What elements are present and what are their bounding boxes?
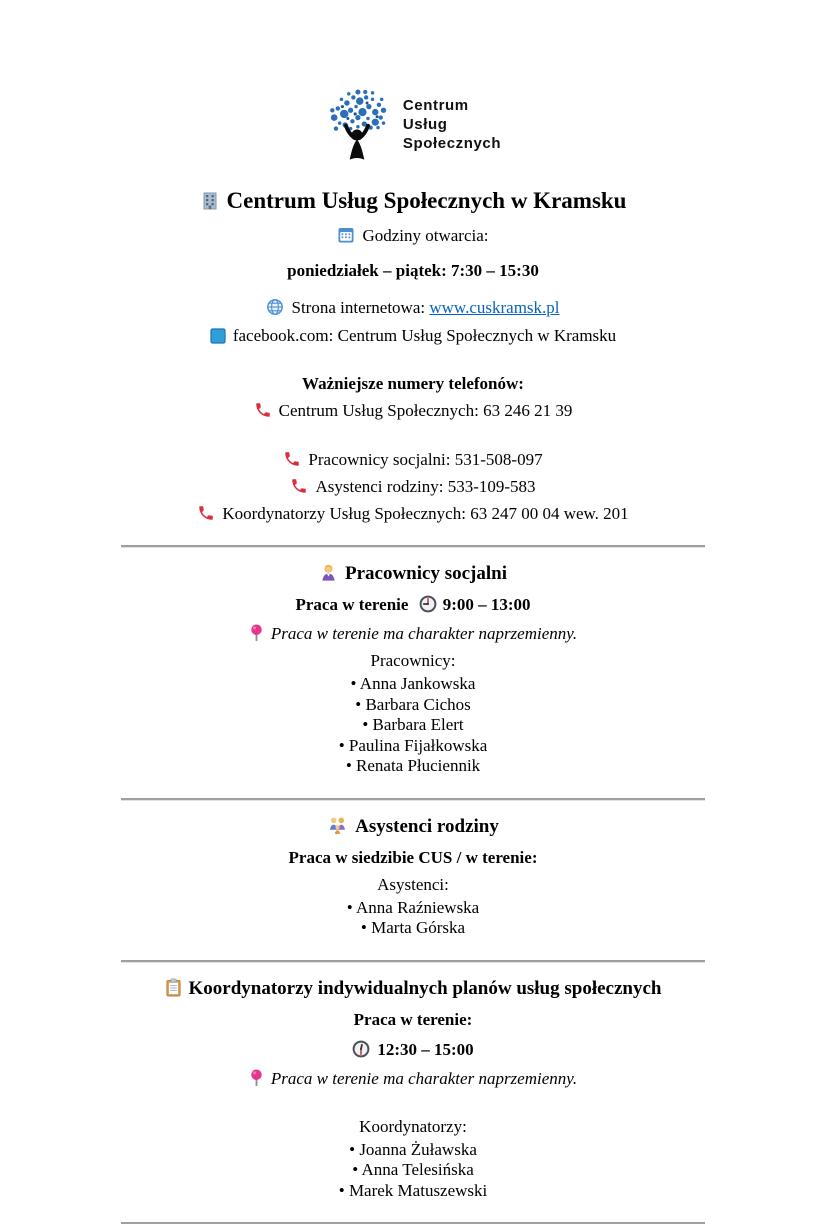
phone-number: 63 247 00 04 wew. 201 bbox=[470, 504, 629, 523]
list-item: • Anna Raźniewska bbox=[121, 898, 705, 919]
logo-line-1: Centrum bbox=[402, 96, 469, 114]
phone-row-social-workers bbox=[121, 449, 705, 470]
family-icon bbox=[327, 816, 348, 835]
website-link[interactable]: www.cuskramsk.pl bbox=[429, 298, 560, 317]
logo-wordmark bbox=[403, 96, 501, 153]
phone-row-family-assistants bbox=[121, 476, 705, 497]
phones-heading: Ważniejsze numery telefonów: bbox=[302, 374, 524, 393]
phone-receiver-icon bbox=[283, 450, 301, 468]
list-item: • Barbara Elert bbox=[121, 715, 705, 736]
list-label: Asystenci: bbox=[377, 874, 449, 894]
list-item: • Renata Płuciennik bbox=[121, 756, 705, 777]
document-content bbox=[121, 0, 705, 1224]
logo-line-3: Społecznych bbox=[402, 134, 502, 152]
phone-label: Koordynatorzy Usług Społecznych: bbox=[222, 504, 466, 523]
phone-label: Centrum Usług Społecznych: bbox=[278, 401, 479, 420]
section-title: Pracownicy socjalni bbox=[121, 563, 705, 585]
section-divider bbox=[121, 545, 705, 547]
round-pushpin-icon bbox=[249, 623, 264, 642]
tree-people-logo-icon bbox=[325, 86, 389, 162]
list-label: Pracownicy: bbox=[370, 651, 456, 670]
section-schedule: Praca w terenie 9:00 – 13:00 bbox=[295, 595, 531, 614]
hours-label: Godziny otwarcia: bbox=[121, 225, 705, 246]
section-schedule: Praca w terenie: bbox=[353, 1009, 473, 1029]
hours-value: poniedziałek – piątek: 7:30 – 15:30 bbox=[287, 261, 539, 280]
phone-receiver-icon bbox=[290, 477, 308, 495]
section-social-workers bbox=[121, 563, 705, 777]
section-family-assistants bbox=[121, 816, 705, 939]
logo-line-2: Usług bbox=[402, 115, 448, 133]
names-list bbox=[121, 1140, 705, 1202]
phone-number: 531-508-097 bbox=[454, 450, 543, 469]
phone-label: Asystenci rodziny: bbox=[315, 477, 444, 496]
list-item: • Anna Telesińska bbox=[121, 1160, 705, 1181]
round-pushpin-icon bbox=[249, 1068, 264, 1087]
phone-label: Pracownicy socjalni: bbox=[308, 450, 451, 469]
website-label: Strona internetowa: bbox=[291, 298, 426, 317]
phone-row-main bbox=[121, 400, 705, 421]
section-schedule-time: 12:30 – 15:00 bbox=[121, 1039, 705, 1060]
phone-row-coordinators bbox=[121, 503, 705, 524]
section-schedule: Praca w siedzibie CUS / w terenie: bbox=[288, 847, 538, 867]
page-title: Centrum Usług Społecznych w Kramsku bbox=[121, 188, 705, 214]
globe-icon bbox=[266, 298, 284, 316]
section-divider bbox=[121, 798, 705, 800]
phone-number: 63 246 21 39 bbox=[483, 401, 573, 420]
clock-9-icon bbox=[419, 595, 437, 613]
section-note: Praca w terenie ma charakter naprzemienny. bbox=[121, 623, 705, 644]
list-item: • Joanna Żuławska bbox=[121, 1140, 705, 1161]
calendar-icon bbox=[337, 226, 355, 244]
phone-receiver-icon bbox=[197, 504, 215, 522]
logo bbox=[121, 0, 705, 162]
woman-office-worker-icon bbox=[319, 563, 338, 582]
list-item: • Marek Matuszewski bbox=[121, 1181, 705, 1202]
office-building-icon bbox=[200, 191, 220, 211]
names-list bbox=[121, 674, 705, 777]
section-coordinators bbox=[121, 978, 705, 1202]
section-title: Koordynatorzy indywidualnych planów usług społecznych bbox=[121, 978, 705, 1000]
facebook-icon bbox=[210, 328, 226, 344]
clock-1230-icon bbox=[352, 1040, 370, 1058]
section-divider bbox=[121, 960, 705, 962]
names-list bbox=[121, 898, 705, 939]
list-item: • Anna Jankowska bbox=[121, 674, 705, 695]
website-line bbox=[121, 297, 705, 318]
section-title: Asystenci rodziny bbox=[121, 816, 705, 838]
facebook-line: facebook.com: Centrum Usług Społecznych w Kramsku bbox=[121, 325, 705, 346]
phone-receiver-icon bbox=[254, 401, 272, 419]
phone-number: 533-109-583 bbox=[447, 477, 536, 496]
clipboard-icon bbox=[165, 978, 182, 997]
list-item: • Marta Górska bbox=[121, 918, 705, 939]
list-item: • Paulina Fijałkowska bbox=[121, 736, 705, 757]
list-item: • Barbara Cichos bbox=[121, 695, 705, 716]
list-label: Koordynatorzy: bbox=[359, 1116, 467, 1136]
section-note: Praca w terenie ma charakter naprzemienny. bbox=[121, 1068, 705, 1089]
